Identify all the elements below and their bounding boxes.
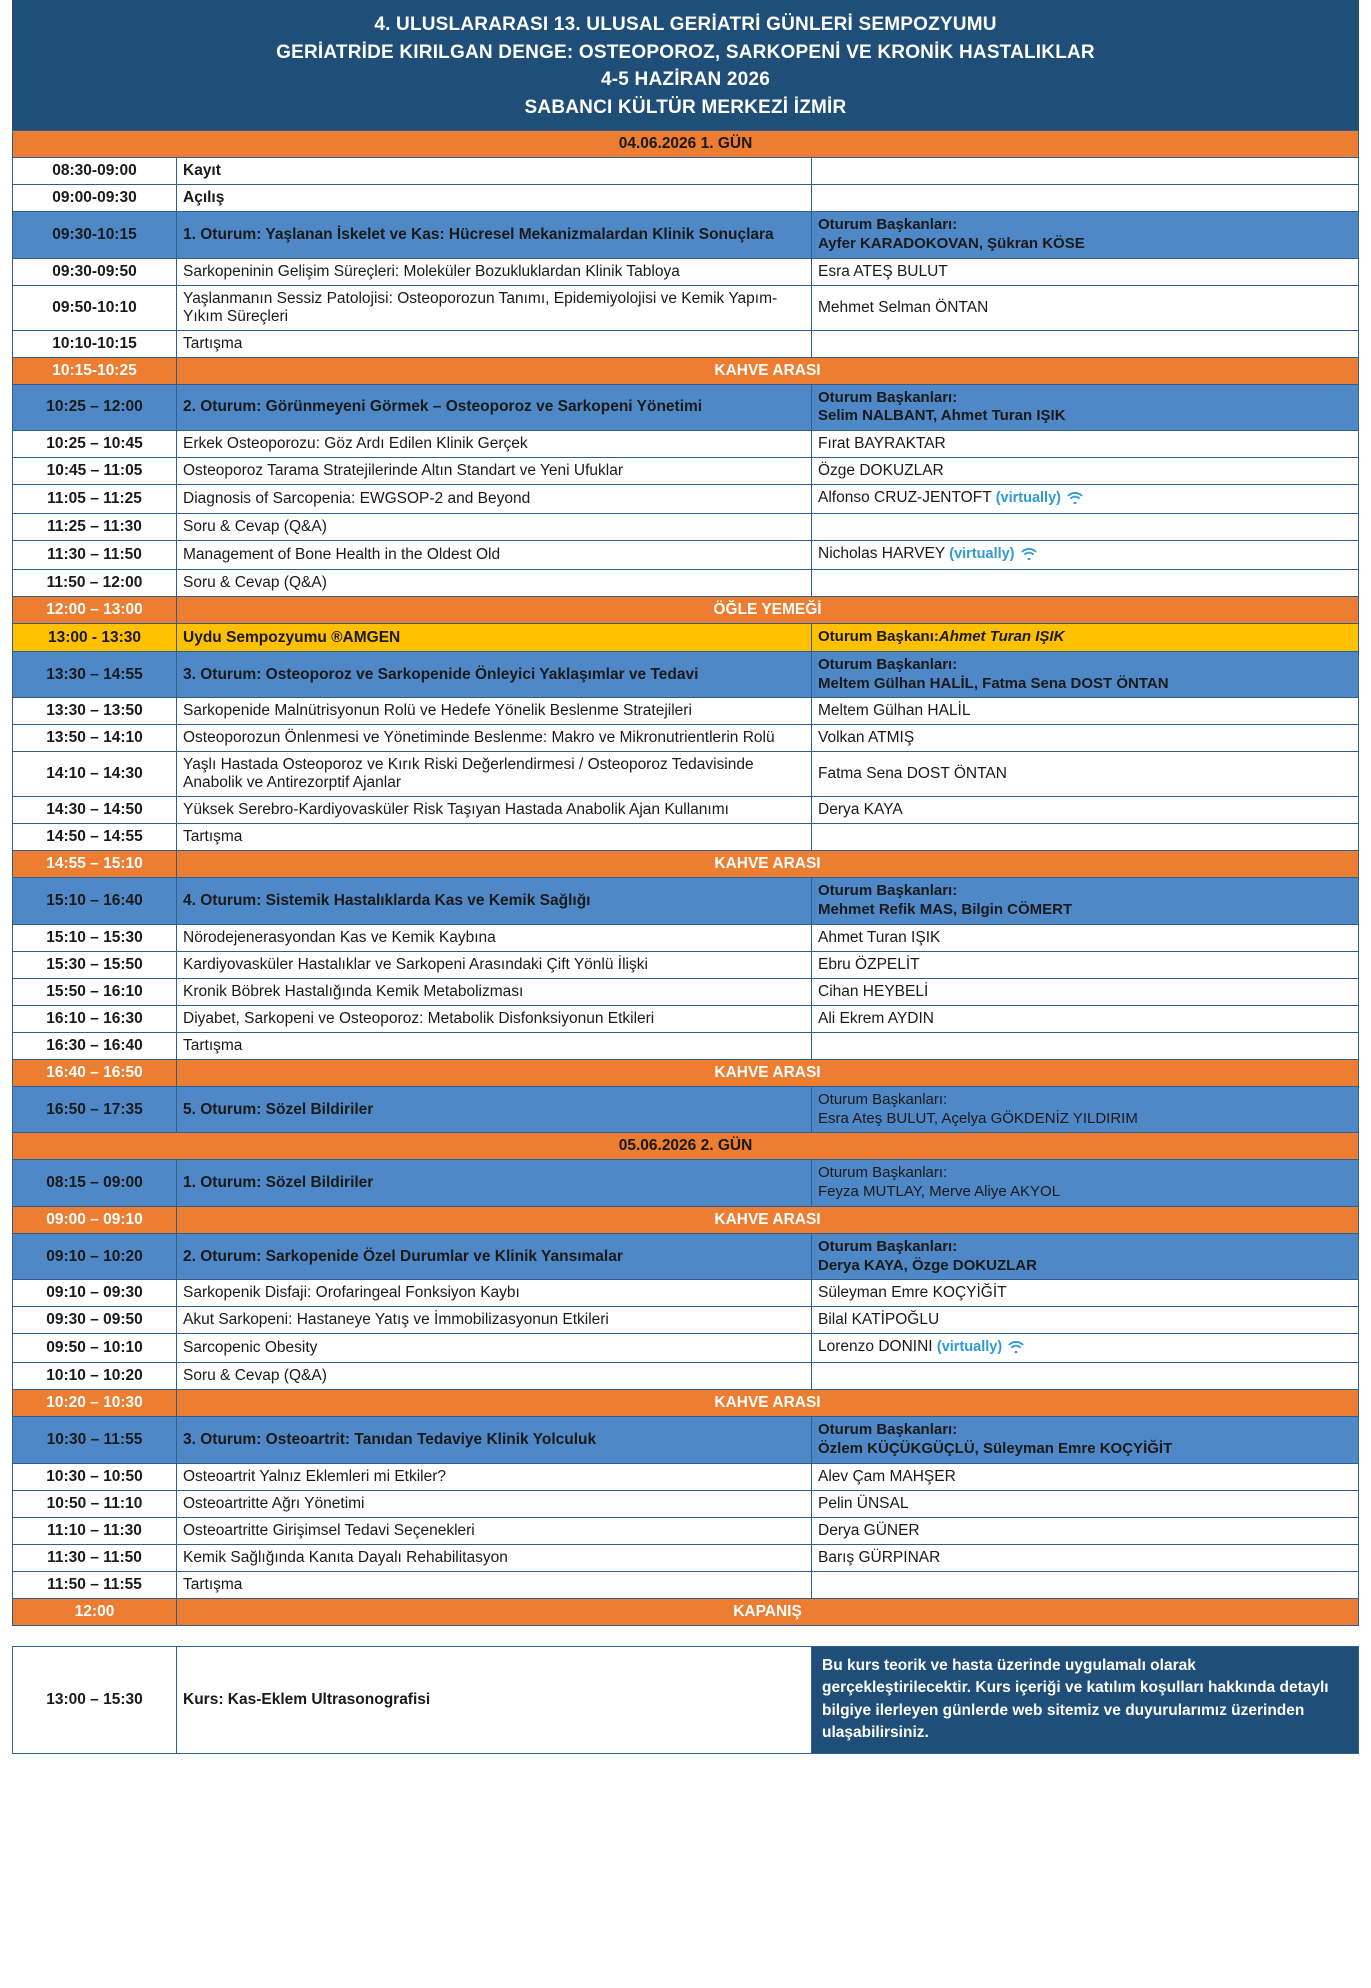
row-topic: Soru & Cevap (Q&A) (177, 1363, 812, 1390)
row-topic: Osteoartrit Yalnız Eklemleri mi Etkiler? (177, 1463, 812, 1490)
row-topic: Tartışma (177, 1571, 812, 1598)
break-time: 10:20 – 10:30 (13, 1390, 177, 1417)
row-speaker: Lorenzo DONINI (virtually) (812, 1334, 1359, 1363)
row-speaker: Ebru ÖZPELİT (812, 951, 1359, 978)
row-time: 09:10 – 09:30 (13, 1280, 177, 1307)
row-speaker (812, 1363, 1359, 1390)
chair-names: Meltem Gülhan HALİL, Fatma Sena DOST ÖNTAN (818, 674, 1169, 692)
row-topic: Erkek Osteoporozu: Göz Ardı Edilen Klinik Gerçek (177, 431, 812, 458)
course-title: Kurs: Kas-Eklem Ultrasonografisi (177, 1646, 812, 1753)
course-note-row (13, 1646, 1359, 1753)
row-topic: Diagnosis of Sarcopenia: EWGSOP-2 and Beyond (177, 485, 812, 514)
row-time: 11:30 – 11:50 (13, 541, 177, 570)
row-speaker (812, 1032, 1359, 1059)
row-time: 16:10 – 16:30 (13, 1005, 177, 1032)
session-chairs (812, 878, 1359, 925)
row-topic: Kayıt (177, 158, 812, 185)
congress-header (12, 0, 1359, 130)
day-banner-label: 04.06.2026 1. GÜN (13, 131, 1359, 158)
row-speaker (812, 570, 1359, 597)
row-topic: Kardiyovasküler Hastalıklar ve Sarkopeni Arasındaki Çift Yönlü İlişki (177, 951, 812, 978)
program-row (13, 514, 1359, 541)
header-line-2: GERİATRİDE KIRILGAN DENGE: OSTEOPOROZ, SARKOPENİ VE KRONİK HASTALIKLAR (276, 41, 1095, 63)
header-line-3: 4-5 HAZİRAN 2026 (601, 69, 770, 91)
break-row (13, 1598, 1359, 1625)
row-speaker (812, 330, 1359, 357)
row-time: 09:00-09:30 (13, 185, 177, 212)
row-speaker: Meltem Gülhan HALİL (812, 698, 1359, 725)
break-time: 12:00 – 13:00 (13, 597, 177, 624)
row-time: 09:30-09:50 (13, 258, 177, 285)
session-header-row (13, 384, 1359, 431)
break-label: KAHVE ARASI (177, 1059, 1359, 1086)
program-row (13, 1307, 1359, 1334)
session-title: 5. Oturum: Sözel Bildiriler (177, 1086, 812, 1133)
row-speaker (812, 1571, 1359, 1598)
day-banner-label: 05.06.2026 2. GÜN (13, 1133, 1359, 1160)
session-header-row (13, 878, 1359, 925)
session-title: 2. Oturum: Sarkopenide Özel Durumlar ve Klinik Yansımalar (177, 1233, 812, 1280)
break-time: 09:00 – 09:10 (13, 1206, 177, 1233)
session-time: 16:50 – 17:35 (13, 1086, 177, 1133)
break-time: 14:55 – 15:10 (13, 851, 177, 878)
schedule-table (12, 130, 1359, 1754)
session-time: 15:10 – 16:40 (13, 878, 177, 925)
break-label: KAHVE ARASI (177, 851, 1359, 878)
row-speaker: Volkan ATMIŞ (812, 725, 1359, 752)
program-row (13, 698, 1359, 725)
row-speaker: Mehmet Selman ÖNTAN (812, 285, 1359, 330)
session-title: 3. Oturum: Osteoporoz ve Sarkopenide Önleyici Yaklaşımlar ve Tedavi (177, 651, 812, 698)
row-speaker: Barış GÜRPINAR (812, 1544, 1359, 1571)
wifi-icon (1066, 490, 1084, 509)
session-time: 09:10 – 10:20 (13, 1233, 177, 1280)
row-time: 10:10-10:15 (13, 330, 177, 357)
break-label: KAHVE ARASI (177, 1390, 1359, 1417)
row-topic: Management of Bone Health in the Oldest Old (177, 541, 812, 570)
session-title: 3. Oturum: Osteoartrit: Tanıdan Tedaviye Klinik Yolculuk (177, 1417, 812, 1464)
break-row (13, 1390, 1359, 1417)
course-note-text: Bu kurs teorik ve hasta üzerinde uygulamalı olarak gerçekleştirilecektir. Kurs içeriği ve katılım koşulları hakkında detaylı bilgiye ilerleyen günlerde web sitemiz ve duyurularımız üzerinden ulaşabilirsiniz. (812, 1646, 1359, 1753)
row-speaker (812, 824, 1359, 851)
row-speaker (812, 185, 1359, 212)
chair-label: Oturum Başkanları: (818, 388, 958, 406)
row-topic: Nörodejenerasyondan Kas ve Kemik Kaybına (177, 924, 812, 951)
row-speaker: Süleyman Emre KOÇYİĞİT (812, 1280, 1359, 1307)
break-time: 10:15-10:25 (13, 357, 177, 384)
row-time: 09:50 – 10:10 (13, 1334, 177, 1363)
row-topic: Kronik Böbrek Hastalığında Kemik Metabolizması (177, 978, 812, 1005)
session-chairs (812, 651, 1359, 698)
row-time: 13:50 – 14:10 (13, 725, 177, 752)
program-row (13, 978, 1359, 1005)
row-topic: Tartışma (177, 1032, 812, 1059)
session-title: 1. Oturum: Yaşlanan İskelet ve Kas: Hücresel Mekanizmalardan Klinik Sonuçlara (177, 212, 812, 259)
virtually-label: (virtually) (936, 1339, 1003, 1356)
session-header-row (13, 1233, 1359, 1280)
row-topic: Diyabet, Sarkopeni ve Osteoporoz: Metabolik Disfonksiyonun Etkileri (177, 1005, 812, 1032)
row-spacer (13, 1625, 1359, 1646)
row-topic: Soru & Cevap (Q&A) (177, 514, 812, 541)
chair-label: Oturum Başkanları: (818, 1164, 948, 1182)
chair-label: Oturum Başkanları: (818, 1237, 958, 1255)
row-speaker: Derya KAYA (812, 797, 1359, 824)
program-row (13, 1490, 1359, 1517)
row-topic: Tartışma (177, 330, 812, 357)
row-topic: Osteoartritte Ağrı Yönetimi (177, 1490, 812, 1517)
row-topic: Sarkopeninin Gelişim Süreçleri: Moleküler Bozukluklardan Klinik Tabloya (177, 258, 812, 285)
row-time: 16:30 – 16:40 (13, 1032, 177, 1059)
session-time: 10:30 – 11:55 (13, 1417, 177, 1464)
row-speaker: Fatma Sena DOST ÖNTAN (812, 752, 1359, 797)
row-time: 14:30 – 14:50 (13, 797, 177, 824)
row-speaker: Bilal KATİPOĞLU (812, 1307, 1359, 1334)
row-time: 15:30 – 15:50 (13, 951, 177, 978)
row-time: 10:25 – 10:45 (13, 431, 177, 458)
program-row (13, 1280, 1359, 1307)
course-time: 13:00 – 15:30 (13, 1646, 177, 1753)
chair-names: Özlem KÜÇÜKGÜÇLÜ, Süleyman Emre KOÇYİĞİT (818, 1440, 1173, 1458)
row-topic: Yaşlanmanın Sessiz Patolojisi: Osteoporozun Tanımı, Epidemiyolojisi ve Kemik Yapım-Yıkım Süreçleri (177, 285, 812, 330)
program-row (13, 1032, 1359, 1059)
row-topic: Sarcopenic Obesity (177, 1334, 812, 1363)
program-row (13, 285, 1359, 330)
chair-label: Oturum Başkanları: (818, 1090, 948, 1108)
program-row (13, 1571, 1359, 1598)
session-chairs (812, 1233, 1359, 1280)
program-row (13, 185, 1359, 212)
virtually-label: (virtually) (995, 490, 1061, 507)
break-row (13, 597, 1359, 624)
row-topic: Yüksek Serebro-Kardiyovasküler Risk Taşıyan Hastada Anabolik Ajan Kullanımı (177, 797, 812, 824)
row-speaker: Ahmet Turan IŞIK (812, 924, 1359, 951)
break-time: 12:00 (13, 1598, 177, 1625)
row-topic: Osteoartritte Girişimsel Tedavi Seçenekleri (177, 1517, 812, 1544)
row-time: 11:25 – 11:30 (13, 514, 177, 541)
break-row (13, 357, 1359, 384)
row-time: 11:05 – 11:25 (13, 485, 177, 514)
chair-names: Feyza MUTLAY, Merve Aliye AKYOL (818, 1183, 1061, 1201)
program-row (13, 458, 1359, 485)
satellite-chairs (812, 624, 1359, 652)
program-row (13, 330, 1359, 357)
satellite-symposium-row (13, 624, 1359, 652)
program-row (13, 725, 1359, 752)
session-header-row (13, 1160, 1359, 1207)
row-time: 11:30 – 11:50 (13, 1544, 177, 1571)
session-title: 1. Oturum: Sözel Bildiriler (177, 1160, 812, 1207)
row-speaker: Pelin ÜNSAL (812, 1490, 1359, 1517)
row-topic: Akut Sarkopeni: Hastaneye Yatış ve İmmobilizasyonun Etkileri (177, 1307, 812, 1334)
row-topic: Osteoporozun Önlenmesi ve Yönetiminde Beslenme: Makro ve Mikronutrientlerin Rolü (177, 725, 812, 752)
program-row (13, 1517, 1359, 1544)
session-title: 2. Oturum: Görünmeyeni Görmek – Osteoporoz ve Sarkopeni Yönetimi (177, 384, 812, 431)
chair-names: Ayfer KARADOKOVAN, Şükran KÖSE (818, 234, 1085, 252)
row-speaker: Fırat BAYRAKTAR (812, 431, 1359, 458)
chair-label: Oturum Başkanları: (818, 216, 958, 234)
satellite-title: Uydu Sempozyumu ®AMGEN (177, 624, 812, 652)
row-time: 11:10 – 11:30 (13, 1517, 177, 1544)
program-row (13, 258, 1359, 285)
row-time: 10:10 – 10:20 (13, 1363, 177, 1390)
row-speaker (812, 514, 1359, 541)
row-topic: Osteoporoz Tarama Stratejilerinde Altın Standart ve Yeni Ufuklar (177, 458, 812, 485)
program-row (13, 1463, 1359, 1490)
row-time: 11:50 – 12:00 (13, 570, 177, 597)
session-title: 4. Oturum: Sistemik Hastalıklarda Kas ve Kemik Sağlığı (177, 878, 812, 925)
break-label: KAHVE ARASI (177, 1206, 1359, 1233)
program-row (13, 1363, 1359, 1390)
header-line-1: 4. ULUSLARARASI 13. ULUSAL GERİATRİ GÜNLERİ SEMPOZYUMU (374, 14, 997, 35)
row-speaker (812, 158, 1359, 185)
program-row (13, 158, 1359, 185)
session-time: 13:30 – 14:55 (13, 651, 177, 698)
chair-label: Oturum Başkanları: (818, 882, 958, 900)
row-topic: Açılış (177, 185, 812, 212)
row-topic: Tartışma (177, 824, 812, 851)
row-time: 15:50 – 16:10 (13, 978, 177, 1005)
row-time: 11:50 – 11:55 (13, 1571, 177, 1598)
break-label: KAPANIŞ (177, 1598, 1359, 1625)
program-row (13, 951, 1359, 978)
program-row (13, 1005, 1359, 1032)
chair-names: Mehmet Refik MAS, Bilgin CÖMERT (818, 901, 1073, 919)
row-time: 09:30 – 09:50 (13, 1307, 177, 1334)
row-topic: Soru & Cevap (Q&A) (177, 570, 812, 597)
wifi-icon (1020, 546, 1038, 565)
day1-banner (13, 131, 1359, 158)
chair-label: Oturum Başkanları: (818, 1421, 958, 1439)
row-time: 15:10 – 15:30 (13, 924, 177, 951)
chair-label: Oturum Başkanları: (818, 655, 958, 673)
row-time: 08:30-09:00 (13, 158, 177, 185)
row-time: 09:50-10:10 (13, 285, 177, 330)
session-header-row (13, 1417, 1359, 1464)
break-label: KAHVE ARASI (177, 357, 1359, 384)
program-row (13, 570, 1359, 597)
session-header-row (13, 651, 1359, 698)
row-speaker: Alfonso CRUZ-JENTOFT (virtually) (812, 485, 1359, 514)
session-chairs (812, 1417, 1359, 1464)
session-chairs (812, 1086, 1359, 1133)
row-topic: Sarkopenik Disfaji: Orofaringeal Fonksiyon Kaybı (177, 1280, 812, 1307)
program-row (13, 541, 1359, 570)
session-header-row (13, 212, 1359, 259)
program-row (13, 1334, 1359, 1363)
satellite-time: 13:00 - 13:30 (13, 624, 177, 652)
row-time: 14:50 – 14:55 (13, 824, 177, 851)
session-chairs (812, 1160, 1359, 1207)
row-speaker: Alev Çam MAHŞER (812, 1463, 1359, 1490)
program-row (13, 797, 1359, 824)
row-topic: Kemik Sağlığında Kanıta Dayalı Rehabilitasyon (177, 1544, 812, 1571)
header-line-4: SABANCI KÜLTÜR MERKEZİ İZMİR (524, 96, 847, 118)
row-time: 10:45 – 11:05 (13, 458, 177, 485)
session-time: 10:25 – 12:00 (13, 384, 177, 431)
session-chairs (812, 384, 1359, 431)
chair-names: Selim NALBANT, Ahmet Turan IŞIK (818, 407, 1066, 425)
chair-names: Derya KAYA, Özge DOKUZLAR (818, 1256, 1037, 1274)
session-time: 09:30-10:15 (13, 212, 177, 259)
program-row (13, 752, 1359, 797)
program-row (13, 924, 1359, 951)
wifi-icon (1007, 1339, 1025, 1358)
row-speaker: Esra ATEŞ BULUT (812, 258, 1359, 285)
break-row (13, 1206, 1359, 1233)
day2-banner (13, 1133, 1359, 1160)
row-time: 10:30 – 10:50 (13, 1463, 177, 1490)
row-topic: Sarkopenide Malnütrisyonun Rolü ve Hedefe Yönelik Beslenme Stratejileri (177, 698, 812, 725)
row-speaker: Derya GÜNER (812, 1517, 1359, 1544)
virtually-label: (virtually) (949, 546, 1015, 563)
row-speaker: Cihan HEYBELİ (812, 978, 1359, 1005)
break-row (13, 1059, 1359, 1086)
chair-names: Ahmet Turan IŞIK (938, 628, 1065, 646)
break-time: 16:40 – 16:50 (13, 1059, 177, 1086)
session-time: 08:15 – 09:00 (13, 1160, 177, 1207)
row-time: 13:30 – 13:50 (13, 698, 177, 725)
row-time: 10:50 – 11:10 (13, 1490, 177, 1517)
chair-names: Esra Ateş BULUT, Açelya GÖKDENİZ YILDIRIM (818, 1109, 1138, 1127)
row-speaker: Nicholas HARVEY (virtually) (812, 541, 1359, 570)
session-chairs (812, 212, 1359, 259)
break-row (13, 851, 1359, 878)
program-row (13, 1544, 1359, 1571)
program-row (13, 824, 1359, 851)
break-label: ÖĞLE YEMEĞİ (177, 597, 1359, 624)
chair-label: Oturum Başkanı: (818, 628, 939, 646)
session-header-row (13, 1086, 1359, 1133)
row-time: 14:10 – 14:30 (13, 752, 177, 797)
row-speaker: Özge DOKUZLAR (812, 458, 1359, 485)
row-topic: Yaşlı Hastada Osteoporoz ve Kırık Riski Değerlendirmesi / Osteoporoz Tedavisinde Anabolik ve Antirezorptif Ajanlar (177, 752, 812, 797)
program-row (13, 485, 1359, 514)
row-speaker: Ali Ekrem AYDIN (812, 1005, 1359, 1032)
program-row (13, 431, 1359, 458)
